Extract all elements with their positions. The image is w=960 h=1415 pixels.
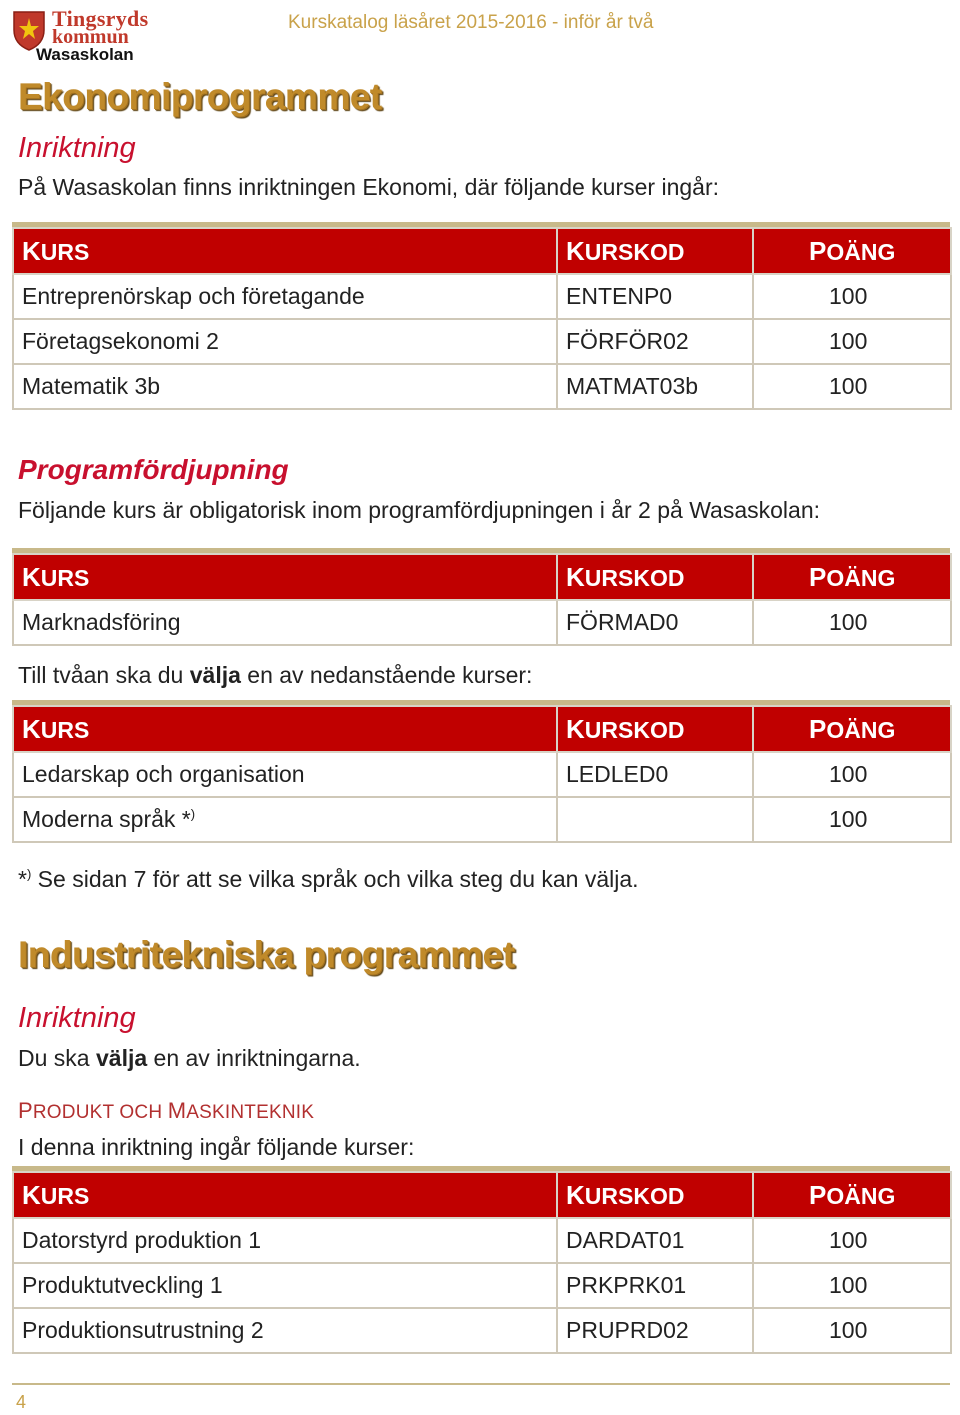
table-row — [13, 364, 951, 409]
table-row — [13, 600, 951, 645]
course-table-programfordjupning — [12, 553, 952, 646]
table-row — [13, 1218, 951, 1263]
inriktning-heading-ekonomi: Inriktning — [18, 132, 136, 164]
col-header-poang: POÄNG — [753, 1172, 951, 1218]
cell-kurs: Matematik 3b — [13, 364, 557, 409]
cell-kurskod: ENTENP0 — [557, 274, 753, 319]
logo — [8, 6, 158, 62]
inriktning-subheading-produkt: PRODUKT OCH MASKINTEKNIK — [18, 1098, 315, 1123]
cell-poang: 100 — [753, 274, 951, 319]
inriktning-heading-industri: Inriktning — [18, 1002, 136, 1034]
cell-kurs: Ledarskap och organisation — [13, 752, 557, 797]
table-header-row — [13, 1172, 951, 1218]
cell-poang: 100 — [753, 752, 951, 797]
industri-sub-text: I denna inriktning ingår följande kurser: — [18, 1134, 415, 1160]
logo-line-1: Tingsryds — [52, 6, 149, 31]
cell-kurs: Marknadsföring — [13, 600, 557, 645]
table-row — [13, 1308, 951, 1353]
industri-intro: Du ska välja en av inriktningarna. — [18, 1045, 361, 1071]
cell-kurs: Produktutveckling 1 — [13, 1263, 557, 1308]
col-header-kurs: KURS — [13, 228, 557, 274]
cell-kurskod: PRUPRD02 — [557, 1308, 753, 1353]
col-header-kurskod: KURSKOD — [557, 228, 753, 274]
program-title-ekonomi: Ekonomiprogrammet — [18, 76, 382, 117]
cell-kurs: Datorstyrd produktion 1 — [13, 1218, 557, 1263]
table-row — [13, 752, 951, 797]
col-header-kurs: KURS — [13, 554, 557, 600]
programfordjupning-text: Följande kurs är obligatorisk inom programfördjupningen i år 2 på Wasaskolan: — [18, 497, 821, 523]
cell-poang: 100 — [753, 1308, 951, 1353]
cell-poang: 100 — [753, 1263, 951, 1308]
valj-instruction: Till tvåan ska du välja en av nedanstående kurser: — [18, 662, 533, 688]
col-header-kurskod: KURSKOD — [557, 706, 753, 752]
programfordjupning-heading: Programfördjupning — [18, 454, 289, 485]
table-row — [13, 319, 951, 364]
col-header-poang: POÄNG — [753, 706, 951, 752]
col-header-kurskod: KURSKOD — [557, 1172, 753, 1218]
logo-school-name: Wasaskolan — [36, 45, 134, 64]
cell-kurskod: LEDLED0 — [557, 752, 753, 797]
course-table-ekonomi-inriktning — [12, 227, 952, 410]
cell-kurskod — [557, 797, 753, 842]
cell-poang: 100 — [753, 319, 951, 364]
table-row — [13, 1263, 951, 1308]
course-table-industri — [12, 1171, 952, 1354]
cell-poang: 100 — [753, 1218, 951, 1263]
table-header-row — [13, 228, 951, 274]
logo-line-2: kommun — [52, 26, 129, 48]
inriktning-text-ekonomi: På Wasaskolan finns inriktningen Ekonomi, där följande kurser ingår: — [18, 174, 720, 200]
cell-kurs: Produktionsutrustning 2 — [13, 1308, 557, 1353]
page-number: 4 — [16, 1392, 27, 1412]
col-header-kurs: KURS — [13, 1172, 557, 1218]
cell-kurskod: MATMAT03b — [557, 364, 753, 409]
cell-kurskod: PRKPRK01 — [557, 1263, 753, 1308]
footer-rule — [12, 1383, 950, 1385]
cell-kurs: Entreprenörskap och företagande — [13, 274, 557, 319]
table-row — [13, 274, 951, 319]
cell-kurskod: DARDAT01 — [557, 1218, 753, 1263]
table-header-row — [13, 706, 951, 752]
course-table-valj — [12, 705, 952, 843]
col-header-poang: POÄNG — [753, 228, 951, 274]
cell-kurskod: FÖRMAD0 — [557, 600, 753, 645]
cell-kurs: Företagsekonomi 2 — [13, 319, 557, 364]
cell-poang: 100 — [753, 600, 951, 645]
cell-poang: 100 — [753, 364, 951, 409]
table-header-row — [13, 554, 951, 600]
cell-kurs: Moderna språk *) — [13, 797, 557, 842]
cell-poang: 100 — [753, 797, 951, 842]
footnote: *) Se sidan 7 för att se vilka språk och vilka steg du kan välja. — [18, 866, 639, 892]
table-row — [13, 797, 951, 842]
col-header-poang: POÄNG — [753, 554, 951, 600]
cell-kurskod: FÖRFÖR02 — [557, 319, 753, 364]
col-header-kurskod: KURSKOD — [557, 554, 753, 600]
col-header-kurs: KURS — [13, 706, 557, 752]
page-header-title: Kurskatalog läsåret 2015-2016 - inför år två — [288, 12, 654, 33]
program-title-industri: Industritekniska programmet — [18, 934, 515, 975]
